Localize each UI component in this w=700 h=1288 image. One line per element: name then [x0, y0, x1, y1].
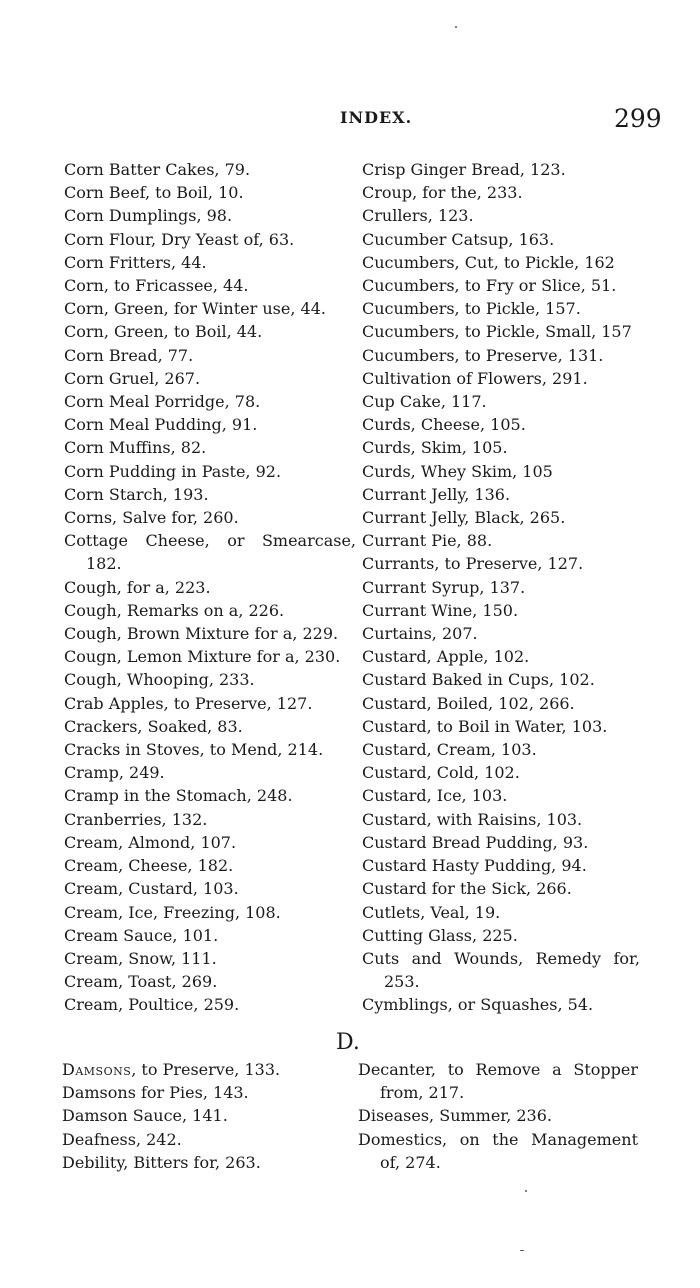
index-entry: Custard, Cream, 103.	[362, 740, 537, 760]
index-entry: Corn Flour, Dry Yeast of, 63.	[64, 229, 295, 249]
index-entry: Croup, for the, 233.	[362, 183, 523, 203]
page-number: 299	[614, 104, 662, 133]
index-entry: Cucumbers, to Fry or Slice, 51.	[362, 276, 617, 296]
index-entry: Custard Bread Pudding, 93.	[362, 832, 589, 852]
section-letter: D.	[336, 1030, 360, 1055]
index-entry: Damson Sauce, 141.	[62, 1106, 228, 1126]
index-entry: Cream, Toast, 269.	[64, 972, 218, 992]
index-entry: Corn, to Fricassee, 44.	[64, 276, 249, 296]
index-entry: Debility, Bitters for, 263.	[62, 1152, 261, 1172]
index-entry: Corn Beef, to Boil, 10.	[64, 183, 244, 203]
index-entry: Cranberries, 132.	[64, 809, 208, 829]
index-entry: Corn Meal Pudding, 91.	[64, 415, 258, 435]
index-entry: Crab Apples, to Preserve, 127.	[64, 693, 313, 713]
index-column-left-d	[62, 1058, 354, 1174]
index-entry: Corns, Salve for, 260.	[64, 508, 239, 528]
index-entry: Custard for the Sick, 266.	[362, 879, 572, 899]
index-entry: Decanter, to Remove a Stopper from, 217.	[358, 1060, 638, 1103]
index-entry: Cough, Brown Mixture for a, 229.	[64, 624, 339, 644]
index-entry: Cream Sauce, 101.	[64, 925, 219, 945]
entry-rest: , to Preserve, 133.	[131, 1060, 281, 1079]
index-entry: Cough, for a, 223.	[64, 577, 211, 597]
index-entry: Cucumbers, to Preserve, 131.	[362, 345, 604, 365]
index-entry: Cottage Cheese, or Smearcase, 182.	[64, 531, 356, 574]
index-entry: Curds, Skim, 105.	[362, 438, 508, 458]
index-column-right-d	[358, 1058, 638, 1174]
index-entry: Corn Bread, 77.	[64, 345, 194, 365]
index-entry: Cracks in Stoves, to Mend, 214.	[64, 740, 324, 760]
index-entry: Cramp in the Stomach, 248.	[64, 786, 293, 806]
index-entry: Cuts and Wounds, Remedy for, 253.	[362, 948, 640, 992]
index-entry: Cucumbers, Cut, to Pickle, 162	[362, 252, 615, 272]
index-entry: Custard, Apple, 102.	[362, 647, 530, 667]
index-entry: Cucumber Catsup, 163.	[362, 229, 555, 249]
index-entry: Crullers, 123.	[362, 206, 474, 226]
index-entry: Curtains, 207.	[362, 624, 478, 644]
index-entry: Corn Dumplings, 98.	[64, 206, 233, 226]
index-entry: Corn, Green, for Winter use, 44.	[64, 299, 326, 319]
index-entry: Cream, Poultice, 259.	[64, 995, 240, 1015]
index-entry: Custard Baked in Cups, 102.	[362, 670, 595, 690]
index-entry: Corn Muffins, 82.	[64, 438, 207, 458]
index-entry: Corn Meal Porridge, 78.	[64, 392, 261, 412]
index-entry: Custard, with Raisins, 103.	[362, 809, 583, 829]
index-entry: Custard, Boiled, 102, 266.	[362, 693, 575, 713]
index-entry: Domestics, on the Management of, 274.	[358, 1129, 638, 1172]
index-entry: Cutting Glass, 225.	[362, 925, 518, 945]
index-entry: Cutlets, Veal, 19.	[362, 902, 501, 922]
index-entry: Corn Fritters, 44.	[64, 252, 207, 272]
index-entry: Cymblings, or Squashes, 54.	[362, 995, 594, 1015]
index-entry	[62, 1058, 354, 1081]
index-entry: Cramp, 249.	[64, 763, 165, 783]
index-entry: Cream, Cheese, 182.	[64, 856, 234, 876]
index-entry: Currants, to Preserve, 127.	[362, 554, 584, 574]
index-entry: Corn Gruel, 267.	[64, 368, 201, 388]
entry-smallcaps-word: Damsons	[62, 1060, 132, 1079]
index-entry: Cough, Whooping, 233.	[64, 670, 255, 690]
index-entry: Cream, Ice, Freezing, 108.	[64, 902, 281, 922]
index-entry: Cough, Remarks on a, 226.	[64, 600, 285, 620]
paper-speck	[455, 26, 457, 28]
index-entry: Curds, Cheese, 105.	[362, 415, 526, 435]
index-entry: Custard Hasty Pudding, 94.	[362, 856, 587, 876]
index-entry: Custard, Cold, 102.	[362, 763, 520, 783]
index-entry: Custard, to Boil in Water, 103.	[362, 716, 608, 736]
index-entry: Crackers, Soaked, 83.	[64, 716, 243, 736]
index-entry: Curds, Whey Skim, 105	[362, 461, 553, 481]
index-entry: Damsons for Pies, 143.	[62, 1083, 249, 1103]
index-entry: Cup Cake, 117.	[362, 392, 487, 412]
index-entry: Cucumbers, to Pickle, Small, 157	[362, 322, 632, 342]
index-entry: Corn Pudding in Paste, 92.	[64, 461, 282, 481]
index-entry: Crisp Ginger Bread, 123.	[362, 160, 566, 179]
index-entry: Cream, Custard, 103.	[64, 879, 239, 899]
index-entry: Corn Starch, 193.	[64, 484, 209, 504]
index-entry: Cultivation of Flowers, 291.	[362, 368, 588, 388]
index-entry: Corn, Green, to Boil, 44.	[64, 322, 263, 342]
paper-speck	[525, 1190, 527, 1192]
running-header: INDEX.	[340, 108, 413, 127]
index-entry: Corn Batter Cakes, 79.	[64, 160, 251, 179]
index-entry: Cucumbers, to Pickle, 157.	[362, 299, 581, 319]
index-entry: Diseases, Summer, 236.	[358, 1106, 552, 1126]
index-column-right	[362, 158, 640, 1017]
index-column-left	[64, 158, 356, 1017]
index-entry: Currant Jelly, 136.	[362, 484, 511, 504]
index-entry: Currant Pie, 88.	[362, 531, 493, 551]
paper-speck	[520, 1250, 524, 1251]
index-entry: Currant Syrup, 137.	[362, 577, 526, 597]
index-entry: Currant Jelly, Black, 265.	[362, 508, 566, 528]
index-entry: Cougn, Lemon Mixture for a, 230.	[64, 647, 341, 667]
index-entry: Cream, Almond, 107.	[64, 832, 237, 852]
index-entry: Currant Wine, 150.	[362, 600, 519, 620]
index-entry: Cream, Snow, 111.	[64, 948, 217, 968]
index-entry: Custard, Ice, 103.	[362, 786, 508, 806]
index-entry: Deafness, 242.	[62, 1129, 182, 1149]
